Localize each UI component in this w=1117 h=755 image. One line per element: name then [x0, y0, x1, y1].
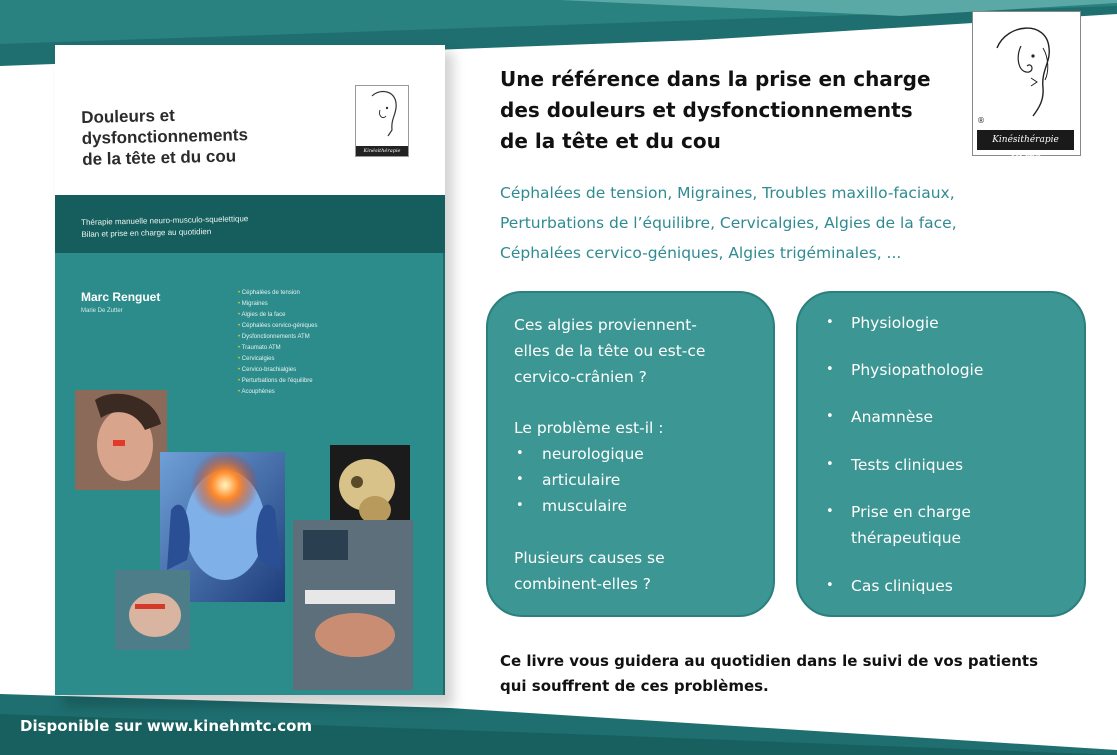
conditions-line: Perturbations de l’équilibre, Cervicalgies, Algies de la face,	[500, 214, 957, 232]
question-line: Ces algies proviennent-	[514, 316, 697, 334]
photo-physio-session	[293, 520, 413, 690]
book-logo	[355, 85, 409, 164]
photo-jaw-treatment	[115, 570, 190, 650]
conditions-text	[500, 178, 1060, 268]
book-topic: • Perturbations de l'équilibre	[238, 376, 388, 387]
question-line: Plusieurs causes se	[514, 549, 665, 567]
list-item	[824, 573, 1081, 599]
book-topic: • Acouphènes	[238, 387, 388, 398]
book-title-line: Douleurs et	[81, 105, 175, 127]
book-topics-list	[238, 288, 388, 398]
book-topic: • Migraines	[238, 299, 388, 310]
list-item	[824, 357, 1081, 383]
question-line: elles de la tête ou est-ce	[514, 342, 706, 360]
book-topic: • Céphalées cervico-géniques	[238, 321, 388, 332]
hmtc-logo	[972, 11, 1081, 165]
headline-line: des douleurs et dysfonctionnements	[500, 98, 913, 122]
photo-neck-treatment	[75, 390, 167, 490]
headline-line: Une référence dans la prise en charge	[500, 67, 931, 91]
list-item	[824, 404, 1081, 430]
question-origin	[514, 312, 754, 390]
list-item	[824, 499, 1081, 551]
problem-type-list	[514, 441, 754, 519]
book-topic: • Dysfonctionnements ATM	[238, 332, 388, 343]
book-topic: • Algies de la face	[238, 310, 388, 321]
list-item-label: Physiologie	[851, 314, 939, 332]
book-topic: • Cervico-brachialgies	[238, 365, 388, 376]
book-title-line: de la tête et du cou	[81, 146, 237, 169]
logo-label: Kinésithérapie HMTC	[977, 130, 1074, 150]
question-problem-type: Le problème est-il :	[514, 419, 664, 437]
book-topic: • Traumato ATM	[238, 343, 388, 354]
book-topic: • Céphalées de tension	[238, 288, 388, 299]
list-item: • neurologique	[514, 441, 754, 467]
book-subtitle-line: Bilan et prise en charge au quotidien	[81, 227, 212, 239]
head-profile-icon	[987, 18, 1067, 123]
question-combined-causes	[514, 545, 754, 597]
list-item-label: Anamnèse	[851, 408, 933, 426]
list-item	[824, 310, 1081, 336]
book-topic: • Cervicalgies	[238, 354, 388, 365]
list-item: • musculaire	[514, 493, 754, 519]
book-title-line: dysfonctionnements	[81, 125, 249, 148]
book-title	[81, 102, 302, 170]
list-item-label: Physiopathologie	[851, 361, 984, 379]
closing-statement	[500, 649, 1080, 699]
head-profile-icon	[356, 86, 408, 146]
book-logo-label: Kinésithérapie HMTC	[356, 146, 408, 156]
list-item-label: • Prise en charge	[851, 503, 971, 521]
registered-mark: ®	[977, 116, 985, 125]
closing-line: Ce livre vous guidera au quotidien dans le suivi de vos patients	[500, 652, 1038, 670]
closing-line: qui souffrent de ces problèmes.	[500, 677, 769, 695]
conditions-line: Céphalées cervico-géniques, Algies trigéminales, ...	[500, 244, 902, 262]
headline	[500, 64, 960, 157]
book-coauthor: Marie De Zutter	[81, 308, 123, 314]
question-line: cervico-crânien ?	[514, 368, 647, 386]
book-photo-collage	[75, 390, 435, 690]
book-cover	[55, 45, 445, 695]
list-item: • articulaire	[514, 467, 754, 493]
list-item-label: Tests cliniques	[851, 456, 964, 474]
conditions-line: Céphalées de tension, Migraines, Troubles maxillo-faciaux,	[500, 184, 955, 202]
list-item-label: Cas cliniques	[851, 577, 953, 595]
question-line: combinent-elles ?	[514, 575, 652, 593]
list-item	[824, 452, 1081, 478]
list-item-label: thérapeutique	[851, 529, 962, 547]
availability-link[interactable]: Disponible sur www.kinehmtc.com	[20, 717, 313, 735]
headline-line: de la tête et du cou	[500, 129, 721, 153]
book-author: Marc Renguet	[81, 290, 161, 304]
book-subtitle-line: Thérapie manuelle neuro-musculo-squelettique	[81, 214, 249, 227]
